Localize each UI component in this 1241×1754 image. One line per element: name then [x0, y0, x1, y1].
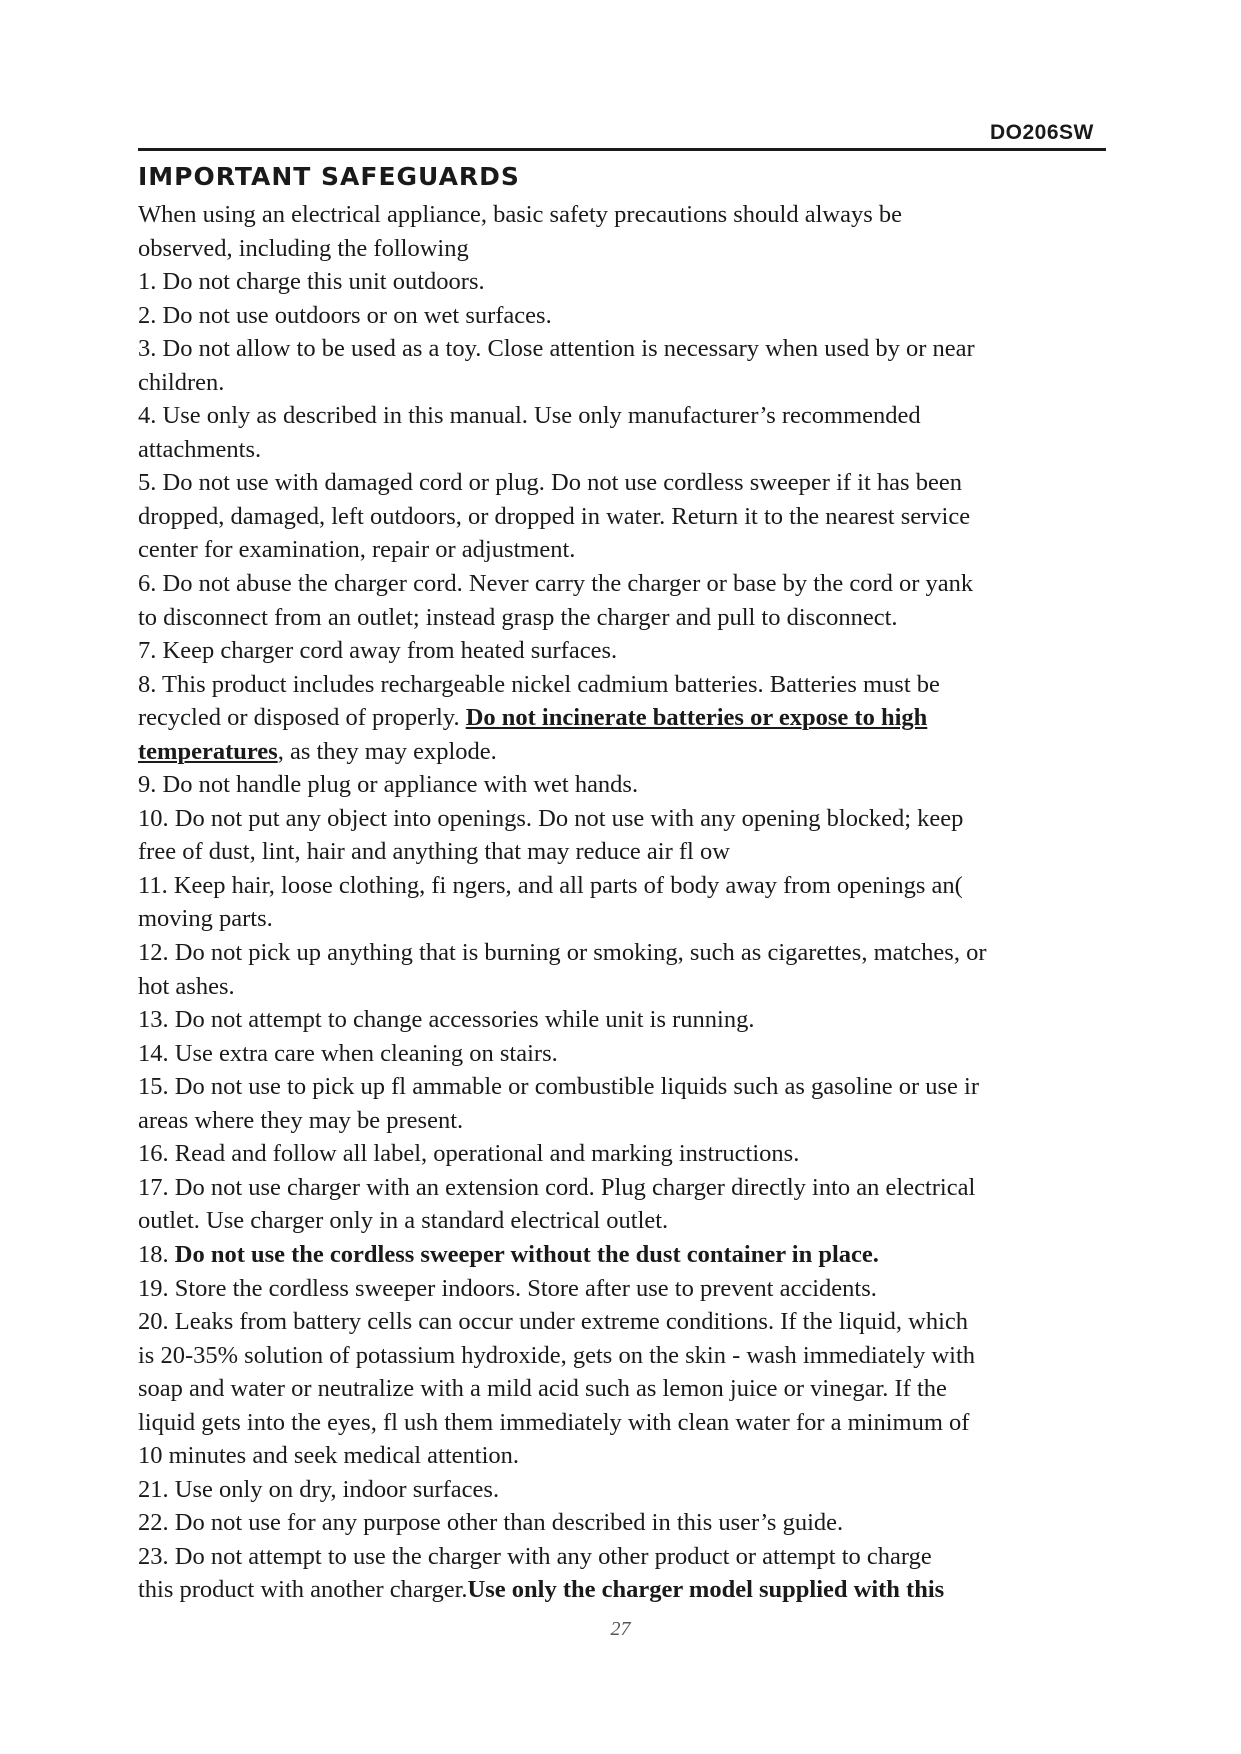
text-line	[138, 1272, 1118, 1306]
text-line	[138, 198, 1118, 232]
line-text: moving parts.	[138, 905, 273, 933]
text-line	[138, 1473, 1118, 1507]
line-text: center for examination, repair or adjustment.	[138, 536, 576, 564]
text-line	[138, 1506, 1118, 1540]
line-text: , as they may explode.	[277, 737, 497, 765]
text-line	[138, 1305, 1118, 1339]
text-line	[138, 265, 1118, 299]
text-line	[138, 1339, 1118, 1373]
text-line	[138, 701, 1118, 735]
text-line	[138, 1137, 1118, 1171]
line-text: 11. Keep hair, loose clothing, fi ngers, and all parts of body away from openings an(	[138, 871, 963, 899]
text-line	[138, 533, 1118, 567]
line-text: to disconnect from an outlet; instead grasp the charger and pull to disconnect.	[138, 603, 898, 631]
line-text: 10 minutes and seek medical attention.	[138, 1442, 520, 1470]
text-line	[138, 802, 1118, 836]
text-line	[138, 936, 1118, 970]
page-title: IMPORTANT SAFEGUARDS	[138, 162, 520, 191]
line-text: 1. Do not charge this unit outdoors.	[138, 268, 485, 296]
line-text: 12. Do not pick up anything that is burning or smoking, such as cigarettes, matches, or	[138, 939, 987, 967]
emphasized-warning: Do not incinerate batteries or expose to high	[465, 704, 928, 732]
line-text: free of dust, lint, hair and anything that may reduce air fl ow	[138, 838, 730, 866]
line-text: 9. Do not handle plug or appliance with wet hands.	[138, 771, 639, 799]
header-rule	[138, 148, 1106, 151]
line-text: children.	[138, 368, 225, 396]
text-line	[138, 601, 1118, 635]
line-text: outlet. Use charger only in a standard electrical outlet.	[138, 1207, 669, 1235]
line-text: 22. Do not use for any purpose other than described in this user’s guide.	[138, 1509, 844, 1537]
line-text: soap and water or neutralize with a mild acid such as lemon juice or vinegar. If the	[138, 1375, 947, 1403]
text-line	[138, 1439, 1118, 1473]
text-line	[138, 835, 1118, 869]
line-text: 4. Use only as described in this manual. Use only manufacturer’s recommended	[138, 402, 921, 430]
text-line	[138, 1573, 1118, 1607]
line-text: is 20-35% solution of potassium hydroxide, gets on the skin - wash immediately with	[138, 1341, 975, 1369]
text-line	[138, 1003, 1118, 1037]
text-line	[138, 366, 1118, 400]
text-line	[138, 1070, 1118, 1104]
line-text: 19. Store the cordless sweeper indoors. Store after use to prevent accidents.	[138, 1274, 877, 1302]
text-line	[138, 332, 1118, 366]
line-text: When using an electrical appliance, basic safety precautions should always be	[138, 201, 902, 228]
text-line	[138, 1406, 1118, 1440]
line-text: 8. This product includes rechargeable nickel cadmium batteries. Batteries must be	[138, 670, 940, 698]
text-line	[138, 1104, 1118, 1138]
line-text: recycled or disposed of properly.	[138, 704, 466, 732]
text-line	[138, 668, 1118, 702]
line-text: dropped, damaged, left outdoors, or dropped in water. Return it to the nearest service	[138, 502, 971, 530]
text-line	[138, 299, 1118, 333]
line-text: 15. Do not use to pick up fl ammable or combustible liquids such as gasoline or use ir	[138, 1073, 980, 1101]
line-text: 5. Do not use with damaged cord or plug. Do not use cordless sweeper if it has been	[138, 469, 962, 497]
line-text: 17. Do not use charger with an extension cord. Plug charger directly into an electrical	[138, 1173, 976, 1201]
text-line	[138, 768, 1118, 802]
line-text: observed, including the following	[138, 234, 469, 262]
text-line	[138, 1540, 1118, 1574]
text-line	[138, 634, 1118, 668]
emphasized-warning: temperatures	[138, 737, 278, 765]
bold-warning: Do not use the cordless sweeper without the dust container in place.	[174, 1240, 879, 1268]
text-line	[138, 1372, 1118, 1406]
bold-warning: Use only the charger model supplied with this	[467, 1576, 945, 1604]
line-text: liquid gets into the eyes, fl ush them immediately with clean water for a minimum of	[138, 1408, 970, 1436]
line-text: 23. Do not attempt to use the charger with any other product or attempt to charge	[138, 1542, 932, 1570]
text-line	[138, 500, 1118, 534]
line-text: this product with another charger.	[138, 1576, 468, 1604]
line-text: hot ashes.	[138, 972, 235, 1000]
line-text: 10. Do not put any object into openings. Do not use with any opening blocked; keep	[138, 804, 964, 832]
line-text: 6. Do not abuse the charger cord. Never carry the charger or base by the cord or yank	[138, 570, 974, 598]
line-text: 14. Use extra care when cleaning on stairs.	[138, 1039, 558, 1067]
line-text: 21. Use only on dry, indoor surfaces.	[138, 1475, 500, 1503]
line-text: 20. Leaks from battery cells can occur under extreme conditions. If the liquid, which	[138, 1308, 968, 1336]
text-line	[138, 902, 1118, 936]
line-text: 3. Do not allow to be used as a toy. Close attention is necessary when used by or near	[138, 335, 975, 363]
line-text: 18.	[138, 1240, 175, 1268]
text-line	[138, 466, 1118, 500]
text-line	[138, 567, 1118, 601]
line-text: areas where they may be present.	[138, 1106, 464, 1134]
page-number: 27	[610, 1618, 631, 1640]
line-text: 7. Keep charger cord away from heated surfaces.	[138, 637, 618, 665]
line-text: 16. Read and follow all label, operational and marking instructions.	[138, 1140, 800, 1168]
text-line	[138, 1171, 1118, 1205]
safeguards-list	[138, 198, 1118, 1607]
text-line	[138, 433, 1118, 467]
text-line	[138, 735, 1118, 769]
text-line	[138, 232, 1118, 266]
text-line	[138, 869, 1118, 903]
model-code: DO206SW	[990, 121, 1094, 144]
line-text: 2. Do not use outdoors or on wet surfaces.	[138, 301, 552, 329]
line-text: 13. Do not attempt to change accessories while unit is running.	[138, 1006, 755, 1034]
text-line	[138, 970, 1118, 1004]
text-line	[138, 399, 1118, 433]
text-line	[138, 1037, 1118, 1071]
line-text: attachments.	[138, 435, 262, 463]
text-line	[138, 1204, 1118, 1238]
text-line	[138, 1238, 1118, 1272]
